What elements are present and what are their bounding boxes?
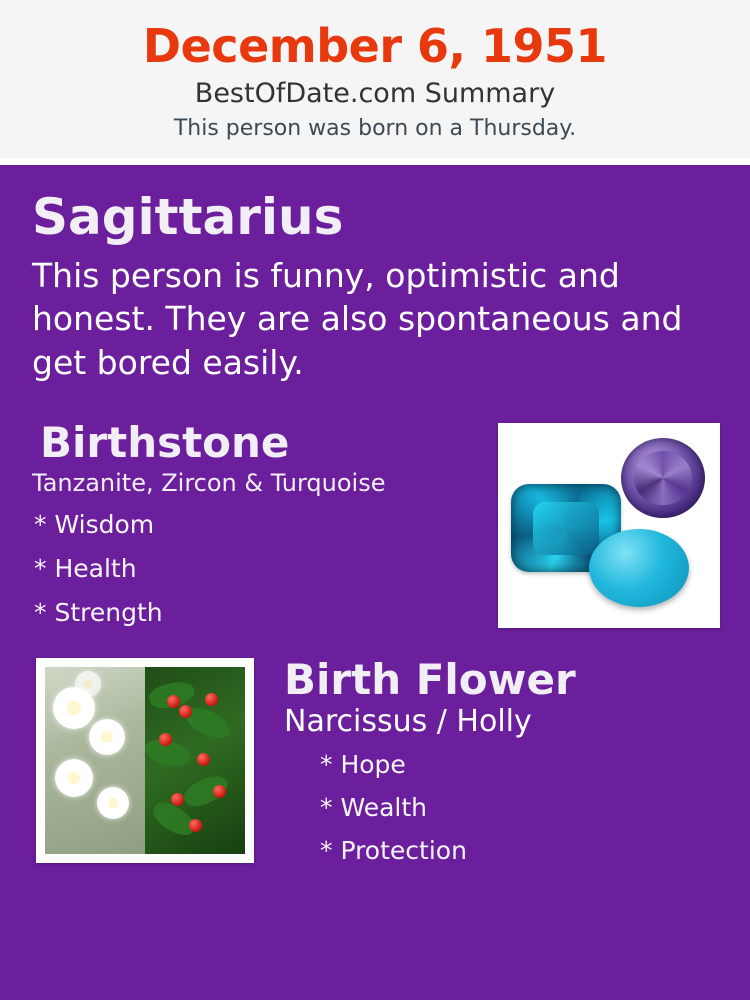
turquoise-gem-icon	[589, 529, 689, 607]
birthflower-title: Birth Flower	[284, 655, 576, 705]
birthflower-section	[30, 655, 720, 888]
birthflower-names: Narcissus / Holly	[284, 704, 532, 740]
birthstone-photo-inner	[507, 432, 711, 619]
birthflower-photo	[36, 658, 254, 863]
page-title: December 6, 1951	[142, 19, 608, 73]
holly-berry-icon	[213, 785, 226, 798]
birthstone-text	[30, 418, 480, 628]
zodiac-sign-title: Sagittarius	[32, 188, 344, 247]
birthstone-names: Tanzanite, Zircon & Turquoise	[32, 469, 386, 498]
holly-berry-icon	[171, 793, 184, 806]
narcissus-photo-half	[45, 667, 145, 854]
list-item: * Hope	[320, 750, 406, 780]
header-divider	[0, 158, 750, 165]
tanzanite-gem-icon	[621, 438, 705, 518]
card-header	[0, 0, 750, 158]
narcissus-flower-icon	[89, 719, 125, 755]
list-item: * Health	[34, 554, 137, 584]
birthstone-section	[30, 418, 720, 636]
list-item: * Wisdom	[34, 510, 155, 540]
narcissus-flower-icon	[55, 759, 93, 797]
birthflower-text	[278, 655, 720, 866]
site-subtitle: BestOfDate.com Summary	[194, 77, 556, 109]
narcissus-flower-icon	[53, 687, 95, 729]
narcissus-flower-icon	[97, 787, 129, 819]
list-item: * Wealth	[320, 793, 427, 823]
list-item: * Strength	[34, 598, 163, 628]
birthstone-photo	[498, 423, 720, 628]
holly-berry-icon	[197, 753, 210, 766]
birthstone-title: Birthstone	[40, 418, 290, 468]
holly-photo-half	[145, 667, 245, 854]
birth-day-note: This person was born on a Thursday.	[173, 115, 577, 141]
holly-berry-icon	[167, 695, 180, 708]
birthflower-photo-inner	[45, 667, 245, 854]
zodiac-description: This person is funny, optimistic and honest. They are also spontaneous and get bored easily.	[32, 255, 683, 383]
list-item: * Protection	[320, 836, 467, 866]
holly-berry-icon	[189, 819, 202, 832]
holly-berry-icon	[205, 693, 218, 706]
card-body	[0, 165, 750, 1000]
